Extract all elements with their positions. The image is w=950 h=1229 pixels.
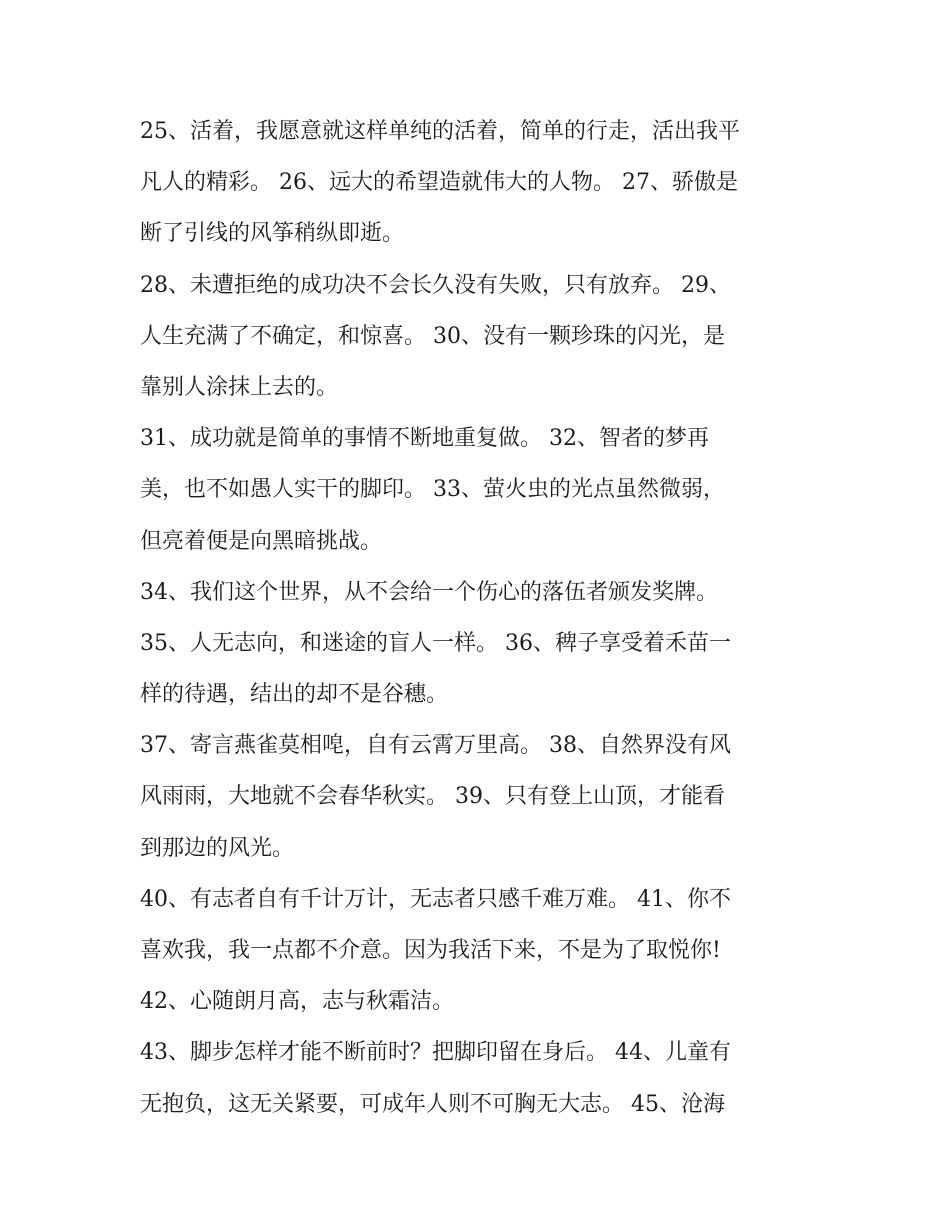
text-line: 40、有志者自有千计万计，无志者只感千难万难。 41、你不 — [140, 886, 731, 912]
text-line: 美，也不如愚人实干的脚印。 33、萤火虫的光点虽然微弱， — [140, 477, 725, 503]
text-line: 25、活着，我愿意就这样单纯的活着，简单的行走，活出我平 — [140, 119, 740, 144]
document-body — [140, 106, 820, 1130]
text-line: 靠别人涂抹上去的。 — [140, 374, 339, 400]
text-line: 35、人无志向，和迷途的盲人一样。 36、稗子享受着禾苗一 — [140, 630, 731, 656]
text-line: 风雨雨，大地就不会春华秋实。 39、只有登上山顶，才能看 — [140, 784, 725, 810]
text-line: 34、我们这个世界，从不会给一个伤心的落伍者颁发奖牌。 — [140, 579, 718, 605]
text-line: 到那边的风光。 — [140, 835, 295, 861]
text-line: 无抱负，这无关紧要，可成年人则不可胸无大志。 45、沧海 — [140, 1091, 725, 1117]
text-line: 42、心随朗月高，志与秋霜洁。 — [140, 989, 454, 1015]
text-line: 断了引线的风筝稍纵即逝。 — [140, 221, 405, 247]
text-line: 31、成功就是简单的事情不断地重复做。 32、智者的梦再 — [140, 426, 709, 452]
text-line: 喜欢我，我一点都不介意。因为我活下来，不是为了取悦你! — [140, 938, 721, 963]
text-line: 28、未遭拒绝的成功决不会长久没有失败，只有放弃。 29、 — [140, 272, 731, 298]
text-line: 37、寄言燕雀莫相唣，自有云霄万里高。 38、自然界没有风 — [140, 733, 731, 759]
text-line: 43、脚步怎样才能不断前时？把脚印留在身后。 44、儿童有 — [140, 1040, 731, 1066]
text-line: 但亮着便是向黑暗挑战。 — [140, 528, 383, 554]
text-line: 人生充满了不确定，和惊喜。 30、没有一颗珍珠的闪光，是 — [140, 323, 725, 349]
text-line: 样的待遇，结出的却不是谷穗。 — [140, 682, 449, 708]
text-line: 凡人的精彩。 26、远大的希望造就伟大的人物。 27、骄傲是 — [140, 170, 738, 196]
